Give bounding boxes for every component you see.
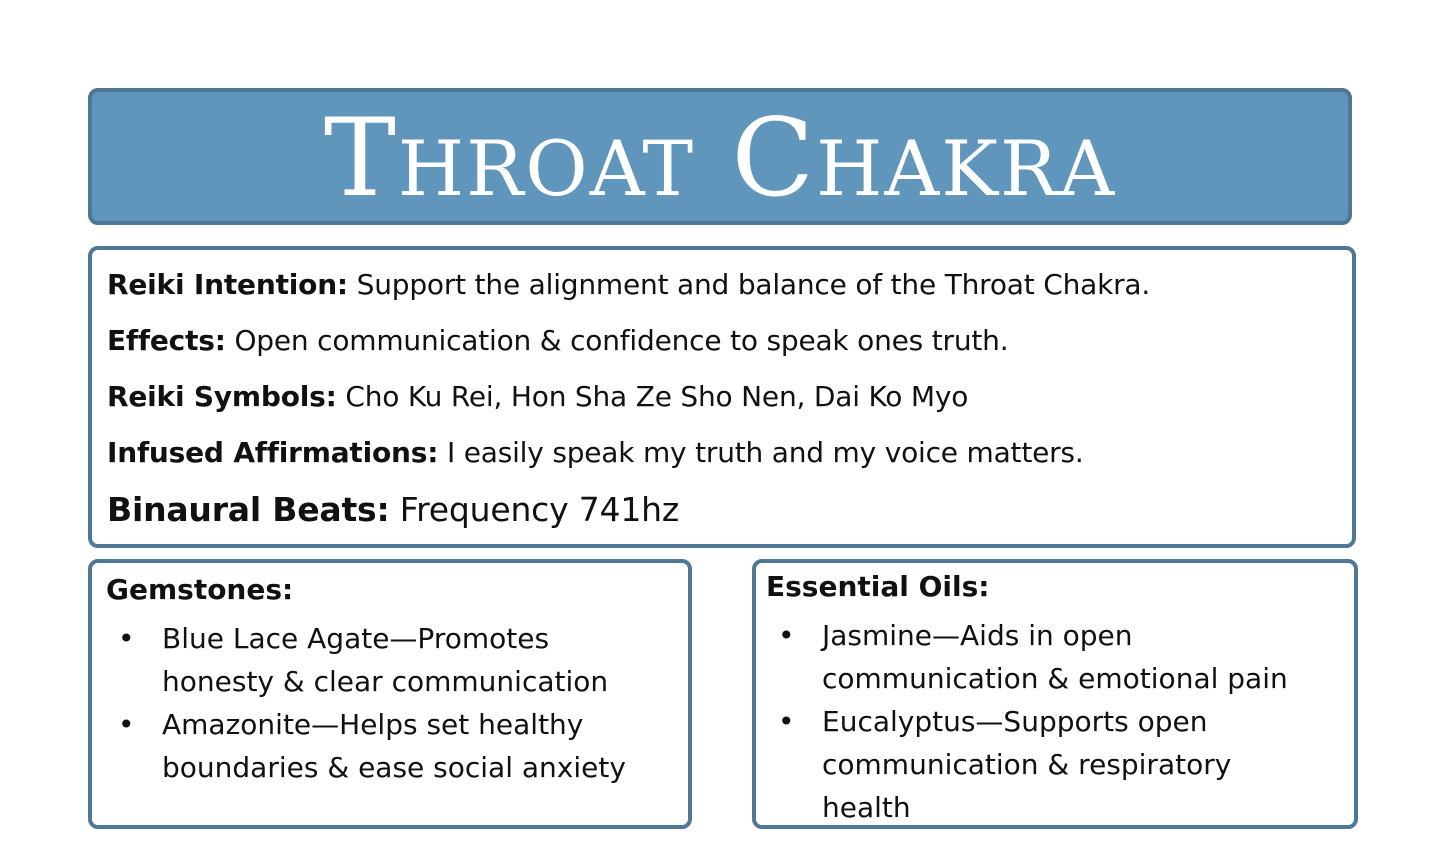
gemstone-line: Amazonite—Helps set healthy xyxy=(162,708,584,741)
infused-affirmations-row xyxy=(107,436,1084,469)
essential-oils-list xyxy=(778,614,1356,829)
gemstones-list xyxy=(118,617,688,789)
gemstone-line: honesty & clear communication xyxy=(162,665,609,698)
effects-label: Effects: xyxy=(107,324,226,357)
binaural-beats-row xyxy=(107,490,679,529)
effects-row xyxy=(107,324,1008,357)
oil-line: Eucalyptus—Supports open xyxy=(822,705,1208,738)
oil-line: communication & emotional pain xyxy=(822,662,1288,695)
title-banner xyxy=(88,88,1352,225)
list-item xyxy=(118,617,688,703)
reiki-symbols-label: Reiki Symbols: xyxy=(107,380,337,413)
list-item xyxy=(118,703,688,789)
gemstones-heading: Gemstones: xyxy=(106,573,294,606)
page-title: Throat Chakra xyxy=(323,95,1117,221)
oil-line: communication & respiratory xyxy=(822,748,1232,781)
list-item xyxy=(778,700,1356,829)
list-item xyxy=(778,614,1356,700)
reiki-intention-label: Reiki Intention: xyxy=(107,268,348,301)
infused-affirmations-value: I easily speak my truth and my voice matters. xyxy=(446,436,1084,469)
reiki-symbols-row xyxy=(107,380,968,413)
bullet-icon: • xyxy=(118,708,135,741)
oil-line: health xyxy=(822,791,911,824)
gemstone-line: Blue Lace Agate—Promotes xyxy=(162,622,550,655)
reiki-symbols-value: Cho Ku Rei, Hon Sha Ze Sho Nen, Dai Ko Myo xyxy=(345,380,969,413)
bullet-icon: • xyxy=(118,622,135,655)
gemstones-card xyxy=(88,559,692,829)
reiki-intention-value: Support the alignment and balance of the Throat Chakra. xyxy=(356,268,1151,301)
bullet-icon: • xyxy=(778,705,795,738)
binaural-beats-value: Frequency 741hz xyxy=(399,490,679,529)
infused-affirmations-label: Infused Affirmations: xyxy=(107,436,439,469)
info-panel xyxy=(88,246,1356,548)
gemstone-line: boundaries & ease social anxiety xyxy=(162,751,626,784)
bullet-icon: • xyxy=(778,619,795,652)
oil-line: Jasmine—Aids in open xyxy=(822,619,1133,652)
essential-oils-card xyxy=(752,559,1358,829)
essential-oils-heading: Essential Oils: xyxy=(766,570,990,603)
reiki-intention-row xyxy=(107,268,1150,301)
binaural-beats-label: Binaural Beats: xyxy=(107,490,390,529)
effects-value: Open communication & confidence to speak ones truth. xyxy=(234,324,1009,357)
